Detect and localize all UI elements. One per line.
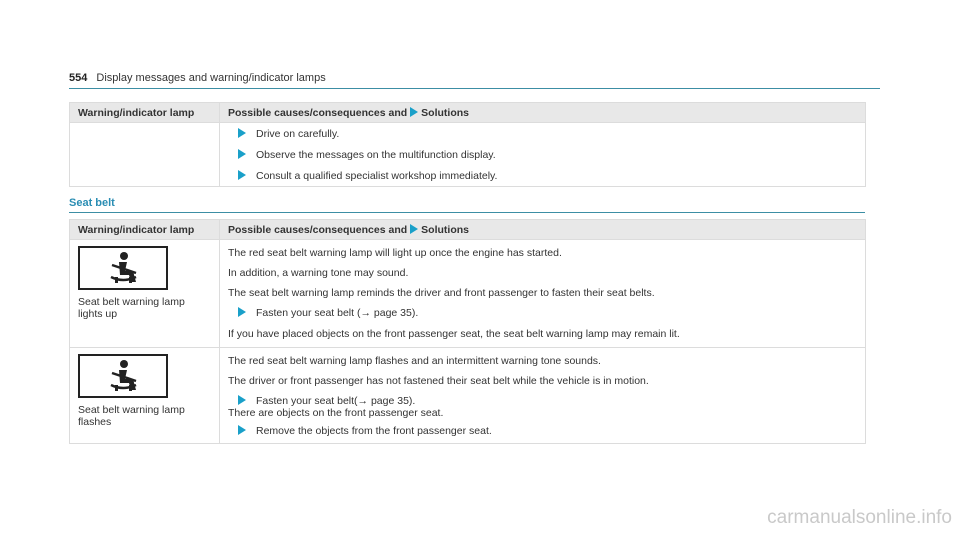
solution-arrow-icon xyxy=(410,107,418,117)
causes-cell xyxy=(220,123,866,187)
col-header-lamp: Warning/indicator lamp xyxy=(70,103,220,123)
step-arrow-icon xyxy=(238,425,246,435)
causes-cell: The red seat belt warning lamp will light up once the engine has started. In addition, a warning tone may sound. The seat belt warning lamp reminds the driver and front passenger to fasten their seat belts. Fasten your seat belt (→ page 35). If you have placed objects on the front passenger seat, the seat belt warning lamp may remain lit. xyxy=(220,240,866,348)
solution-step: Drive on carefully. xyxy=(238,128,857,140)
solution-step: Consult a qualified specialist workshop immediately. xyxy=(238,170,857,182)
solution-step: Fasten your seat belt (→ page 35). xyxy=(238,307,857,319)
col-header-causes: Possible causes/consequences and Solutions xyxy=(220,103,866,123)
warning-table-continued xyxy=(69,102,866,187)
section-title: Seat belt xyxy=(69,197,865,213)
step-arrow-icon xyxy=(238,128,246,138)
causes-cell: The red seat belt warning lamp flashes and an intermittent warning tone sounds. The driver or front passenger has not fastened their seat belt while the vehicle is in motion. Fasten your seat belt(→ page 35). There are objects on the front passenger seat. Remove the objects from the front passenger seat. xyxy=(220,348,866,444)
lamp-label: Seat belt warning lamp lights up xyxy=(78,296,185,320)
lamp-cell xyxy=(70,240,220,348)
lamp-label: Seat belt warning lamp flashes xyxy=(78,404,185,428)
page-header-title: Display messages and warning/indicator lamps xyxy=(96,72,326,84)
solution-step: Observe the messages on the multifunction display. xyxy=(238,149,857,161)
page-header xyxy=(69,72,880,89)
lamp-cell xyxy=(70,123,220,187)
solution-step: Remove the objects from the front passenger seat. xyxy=(238,425,857,437)
step-arrow-icon xyxy=(238,395,246,405)
solution-arrow-icon xyxy=(410,224,418,234)
page-number: 554 xyxy=(69,72,88,84)
step-arrow-icon xyxy=(238,307,246,317)
solution-step: Fasten your seat belt(→ page 35). There are objects on the front passenger seat. xyxy=(228,395,444,419)
col-header-lamp: Warning/indicator lamp xyxy=(70,220,220,240)
step-arrow-icon xyxy=(238,170,246,180)
seat-belt-icon xyxy=(78,354,168,398)
seat-belt-table xyxy=(69,219,866,444)
col-header-causes: Possible causes/consequences and Solutions xyxy=(220,220,866,240)
table-row xyxy=(70,348,866,444)
table-row xyxy=(70,240,866,348)
watermark: carmanualsonline.info xyxy=(767,507,952,528)
step-arrow-icon xyxy=(238,149,246,159)
lamp-cell xyxy=(70,348,220,444)
seat-belt-icon xyxy=(78,246,168,290)
